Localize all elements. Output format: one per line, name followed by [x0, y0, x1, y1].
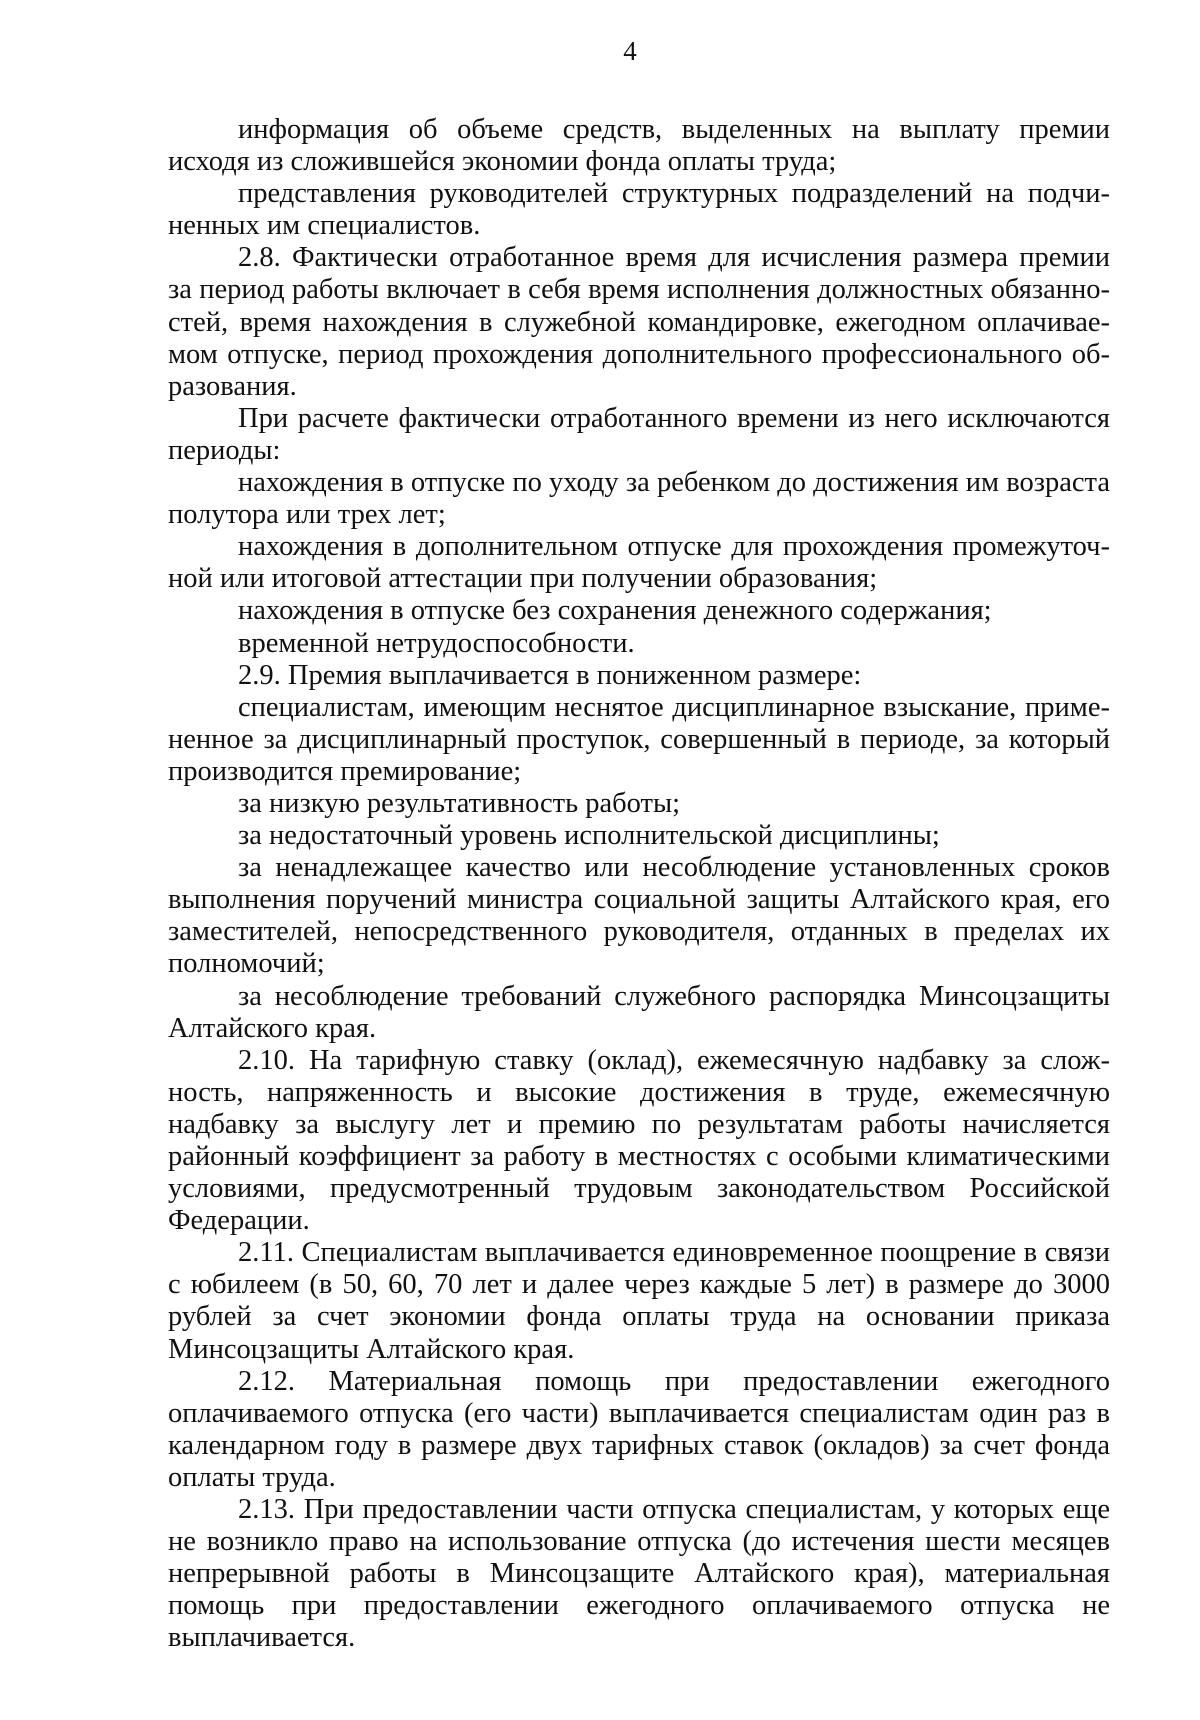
paragraph-unit-heads-submissions: представления руководителей структурных подразделений на подчиненных им специалистов. [168, 178, 1110, 242]
list-item-low-discipline: за недостаточный уровень исполнительской дисциплины; [238, 820, 940, 852]
paragraph-excluded-periods: При расчете фактически отработанного времени из него исключаются периоды: [168, 402, 1110, 466]
document-body [168, 114, 1110, 1655]
paragraph-2-8: 2.8. Фактически отработанное время для исчисления размера премии за период работы включает в себя время исполнения должностных обязанностей, время нахождения в служебной командировке, ежегодном оплачиваемом отпуске, период прохождения дополнительного профессионального образования. [168, 242, 1110, 402]
list-item-service-rules: за несоблюдение требований служебного распорядка Минсоцзащиты Алтайского края. [168, 980, 1110, 1044]
paragraph-info-funds: информация об объеме средств, выделенных на выплату премии исходя из сложившейся экономии фонда оплаты труда; [168, 114, 1110, 178]
page-number: 4 [623, 36, 637, 66]
paragraph-2-9: 2.9. Премия выплачивается в пониженном размере: [238, 659, 862, 691]
list-item-parental-leave: нахождения в отпуске по уходу за ребенком до достижения им возраста полутора или трех лет; [168, 467, 1110, 531]
list-item-sick-leave: временной нетрудоспособности. [238, 627, 635, 659]
list-item-low-performance: за низкую результативность работы; [238, 787, 681, 819]
paragraph-2-10: 2.10. На тарифную ставку (оклад), ежемесячную надбавку за сложность, напряженность и высокие достижения в труде, ежемесячную надбавку за выслугу лет и премию по результатам работы начисляется районный коэффициент за работу в местностях с особыми климатическими условиями, предусмотренный трудовым законодательством Российской Федерации. [168, 1044, 1110, 1237]
list-item-study-leave: нахождения в дополнительном отпуске для прохождения промежуточной или итоговой аттестации при получении образования; [168, 531, 1110, 595]
paragraph-2-12: 2.12. Материальная помощь при предоставлении ежегодного оплачиваемого отпуска (его части) выплачивается специалистам один раз в календарном году в размере двух тарифных ставок (окладов) за счет фонда оплаты труда. [168, 1365, 1110, 1493]
paragraph-2-11: 2.11. Специалистам выплачивается единовременное поощрение в связи с юбилеем (в 50, 60, 70 лет и далее через каждые 5 лет) в размере до 3000 рублей за счет экономии фонда оплаты труда на основании приказа Минсоцзащиты Алтайского края. [168, 1237, 1110, 1365]
list-item-disciplinary-penalty: специалистам, имеющим неснятое дисциплинарное взыскание, примененное за дисциплинарный проступок, совершенный в периоде, за который производится премирование; [168, 691, 1110, 787]
list-item-improper-quality: за ненадлежащее качество или несоблюдение установленных сроков выполнения поручений министра социальной защиты Алтайского края, его заместителей, непосредственного руководителя, отданных в пределах их полномочий; [168, 852, 1110, 980]
paragraph-2-13: 2.13. При предоставлении части отпуска специалистам, у которых еще не возникло право на использование отпуска (до истечения шести месяцев непрерывной работы в Минсоцзащите Алтайского края), материальная помощь при предоставлении ежегодного оплачиваемого отпуска не выплачивается. [168, 1494, 1110, 1654]
list-item-unpaid-leave: нахождения в отпуске без сохранения денежного содержания; [238, 595, 992, 627]
